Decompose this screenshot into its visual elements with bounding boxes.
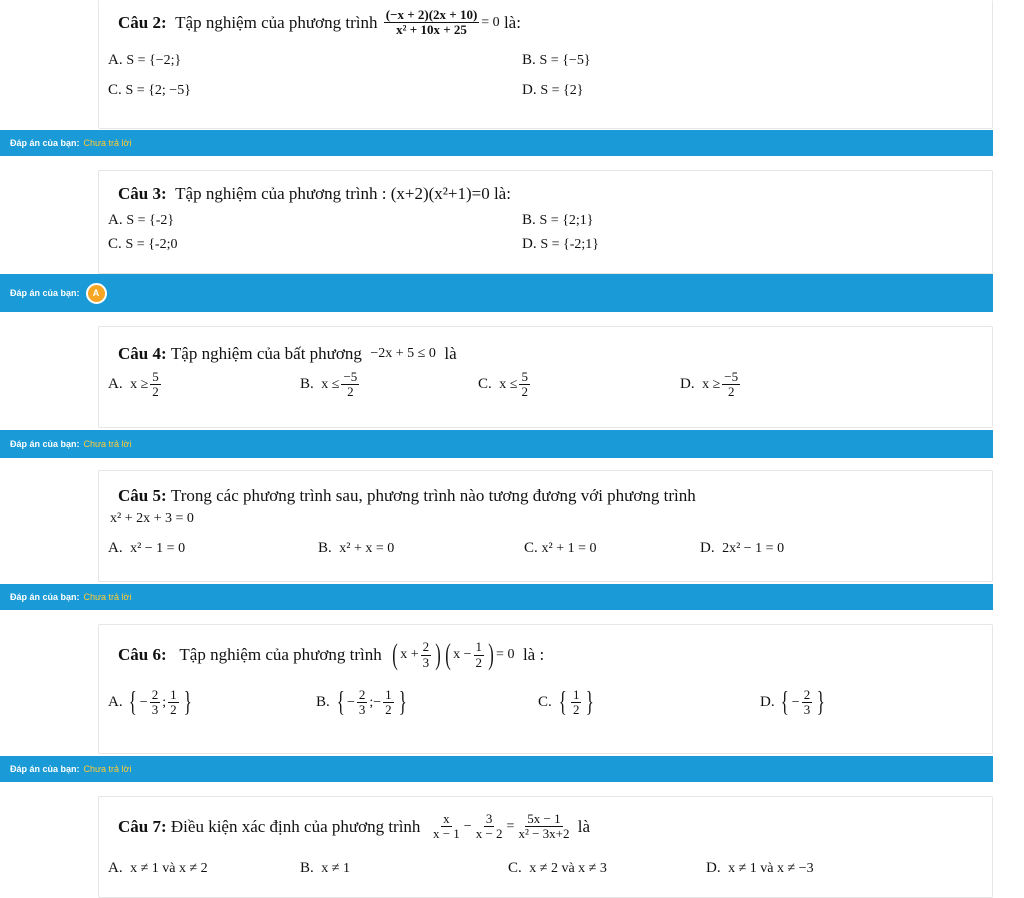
q5-option-d-value: 2x² − 1 = 0 (722, 540, 785, 556)
q6-option-a-frac1 (150, 688, 161, 718)
q7-equals: = (506, 818, 515, 834)
q4-option-d[interactable] (680, 370, 742, 400)
q2-option-c[interactable] (108, 82, 191, 99)
q4-option-c-label: C. (478, 376, 492, 393)
q6-option-a-brace-open: { (129, 686, 138, 718)
q2-option-d[interactable] (522, 82, 583, 99)
q6-option-b-brace-open: { (336, 686, 345, 718)
q2-option-b-label: B. (522, 52, 536, 68)
answer-bar-label: Đáp án của bạn: (10, 764, 80, 774)
q3-option-a-value: S = {-2} (126, 212, 175, 228)
q6-option-b-frac2-den: 2 (385, 702, 392, 718)
q5-option-c-label: C. (524, 540, 538, 556)
q4-option-c-pre: x ≤ (499, 376, 518, 392)
q5-option-b-value: x² + x = 0 (339, 540, 395, 556)
q6-option-b-frac1-num: 2 (358, 687, 366, 702)
q4-option-d-num: −5 (724, 369, 739, 384)
q4-option-d-den: 2 (727, 384, 735, 400)
answer-status: Chưa trả lời (83, 138, 132, 148)
q5-option-a-value: x² − 1 = 0 (130, 540, 186, 556)
q3-option-c-value: S = {-2;0 (125, 236, 178, 252)
q3-option-c[interactable] (108, 236, 177, 253)
q4-option-b-label: B. (300, 376, 314, 393)
q5-text (118, 486, 696, 506)
q6-option-b-neg: − (346, 694, 355, 710)
answer-status: Chưa trả lời (83, 439, 132, 449)
q7-frac1-num: x (443, 811, 450, 826)
q6-option-b-frac1-den: 3 (358, 702, 366, 718)
q2-option-a-value: S = {−2;} (126, 52, 182, 68)
q4-option-c-den: 2 (521, 384, 528, 400)
q5-option-a[interactable] (108, 540, 185, 557)
q6-option-d-label: D. (760, 694, 775, 711)
q6-option-a-frac1-den: 3 (151, 702, 159, 718)
q3-option-d[interactable] (522, 236, 599, 253)
q6-option-d-frac-den: 3 (803, 702, 811, 718)
q6-option-d-frac (802, 688, 813, 718)
q5-stem: Trong các phương trình sau, phương trình nào tương đương với phương trình (170, 486, 696, 505)
answer-bar-q6 (0, 756, 993, 782)
answer-status: Chưa trả lời (83, 764, 132, 774)
q4-option-a-pre: x ≥ (130, 376, 149, 392)
q7-option-d-label: D. (706, 860, 721, 876)
q6-option-b[interactable] (316, 688, 409, 718)
q2-frac-den: x² + 10x + 25 (396, 22, 467, 38)
q6-option-a-neg: − (139, 694, 148, 710)
q3-label: Câu 3: (118, 184, 167, 203)
q2-stem: Tập nghiệm của phương trình (175, 12, 378, 32)
answer-bar-label: Đáp án của bạn: (10, 288, 80, 298)
q3-option-d-label: D. (522, 236, 537, 252)
q6-eq-f2-pre: x − (453, 647, 472, 662)
q6-option-c-frac-den: 2 (572, 702, 580, 718)
q7-frac2-num: 3 (485, 811, 493, 826)
q7-frac2-den: x − 2 (475, 826, 503, 842)
q2-option-b-value: S = {−5} (539, 52, 591, 68)
q2-text (118, 8, 521, 38)
q6-option-c-brace-open: { (558, 686, 567, 718)
q4-option-a-num: 5 (152, 369, 159, 384)
q7-option-a-value: x ≠ 1 và x ≠ 2 (130, 860, 208, 876)
q7-frac3-num: 5x − 1 (527, 811, 561, 826)
q3-option-b[interactable] (522, 212, 594, 229)
selected-answer-badge: A (86, 283, 107, 304)
q4-option-c[interactable] (478, 370, 532, 400)
answer-bar-label: Đáp án của bạn: (10, 138, 80, 148)
q2-option-c-value: S = {2; −5} (125, 82, 191, 98)
q4-inequality: −2x + 5 ≤ 0 (370, 346, 436, 361)
q6-eq-f1 (421, 640, 432, 670)
q5-option-c[interactable] (524, 540, 597, 557)
q6-option-a-label: A. (108, 694, 123, 711)
q6-option-a-sep: ; (162, 694, 167, 710)
q4-option-c-num: 5 (521, 369, 528, 384)
q4-stem: Tập nghiệm của bất phương (170, 344, 362, 363)
q4-option-b-frac (341, 370, 359, 400)
q7-option-d[interactable] (706, 860, 814, 877)
q2-eq: = 0 (481, 14, 500, 30)
q6-option-a-frac2 (168, 688, 179, 718)
q6-paren-open: ( (392, 638, 398, 671)
q6-option-b-frac2-num: 1 (385, 687, 392, 702)
q2-option-a[interactable] (108, 52, 181, 69)
q7-option-c-value: x ≠ 2 và x ≠ 3 (529, 860, 607, 876)
q6-option-d[interactable] (760, 688, 828, 718)
answer-bar-q2 (0, 130, 993, 156)
q6-option-b-neg-2: − (373, 694, 382, 710)
q6-option-b-sep: ; (369, 694, 374, 710)
q4-option-d-pre: x ≥ (702, 376, 721, 392)
q3-option-d-value: S = {-2;1} (540, 236, 600, 252)
q4-text (118, 344, 457, 364)
q7-option-a-label: A. (108, 860, 123, 876)
q6-eq-tail: = 0 (496, 647, 515, 662)
q7-frac2 (474, 812, 505, 842)
q7-option-b[interactable] (300, 860, 350, 877)
q5-option-b[interactable] (318, 540, 394, 557)
q7-option-d-value: x ≠ 1 và x ≠ −3 (728, 860, 814, 876)
q6-option-b-label: B. (316, 694, 330, 711)
q7-frac1-den: x − 1 (432, 826, 460, 842)
q4-option-a-label: A. (108, 376, 123, 393)
answer-bar-q4 (0, 430, 993, 458)
q2-fraction (384, 8, 480, 38)
q2-option-d-value: S = {2} (540, 82, 584, 98)
q3-text (118, 184, 511, 204)
q4-option-b-den: 2 (347, 384, 354, 400)
q7-minus: − (463, 818, 472, 834)
q6-paren-open-2: ( (445, 638, 451, 671)
q6-option-c-label: C. (538, 694, 552, 711)
q7-label: Câu 7: (118, 816, 167, 836)
q6-eq-f2-den: 2 (475, 654, 483, 670)
q7-stem: Điều kiện xác định của phương trình (170, 816, 421, 836)
q4-option-d-label: D. (680, 376, 695, 393)
q2-option-d-label: D. (522, 82, 537, 98)
q4-tail: là (444, 344, 457, 363)
q6-eq-f1-pre: x + (400, 647, 419, 662)
question-card-4 (98, 326, 993, 428)
q6-option-b-brace-close: } (398, 686, 407, 718)
q7-option-c-label: C. (508, 860, 522, 876)
answer-bar-q5 (0, 584, 993, 610)
q6-option-d-frac-num: 2 (803, 687, 811, 702)
q5-option-d[interactable] (700, 540, 784, 557)
q6-option-d-brace-open: { (781, 686, 790, 718)
q4-option-b[interactable] (300, 370, 361, 400)
q7-tail: là (577, 816, 591, 836)
answer-bar-label: Đáp án của bạn: (10, 592, 80, 602)
q4-option-a-den: 2 (152, 384, 159, 400)
q6-tail: là : (522, 645, 545, 664)
q6-option-c-brace-close: } (586, 686, 595, 718)
q2-option-b[interactable] (522, 52, 591, 69)
q7-option-b-value: x ≠ 1 (321, 860, 350, 876)
q6-option-c-frac (571, 688, 582, 718)
q6-option-b-frac1 (357, 688, 368, 718)
q3-option-b-label: B. (522, 212, 536, 228)
q3-stem: Tập nghiệm của phương trình : (x+2)(x²+1)=0 là: (175, 184, 511, 203)
q2-frac-num: (−x + 2)(2x + 10) (385, 7, 478, 22)
q3-option-c-label: C. (108, 236, 122, 252)
q6-option-a[interactable] (108, 688, 194, 718)
q7-option-a[interactable] (108, 860, 208, 877)
q2-option-a-label: A. (108, 52, 123, 68)
q4-option-b-num: −5 (343, 369, 358, 384)
q6-paren-close-2: ) (488, 638, 494, 671)
q2-option-c-label: C. (108, 82, 122, 98)
q4-option-a-frac (150, 370, 161, 400)
q6-option-a-frac1-num: 2 (151, 687, 159, 702)
q4-option-c-frac (519, 370, 530, 400)
q7-frac3-den: x² − 3x+2 (518, 826, 570, 842)
q3-option-a-label: A. (108, 212, 123, 228)
q6-option-a-brace-close: } (183, 686, 192, 718)
answer-bar-q3 (0, 274, 993, 312)
q6-option-c-frac-num: 1 (572, 687, 580, 702)
q7-frac1 (431, 812, 462, 842)
q6-label: Câu 6: (118, 645, 167, 664)
q6-paren-close: ) (435, 638, 441, 671)
q2-label: Câu 2: (118, 12, 167, 32)
q3-option-b-value: S = {2;1} (539, 212, 594, 228)
q6-stem: Tập nghiệm của phương trình (179, 645, 382, 664)
q3-option-a[interactable] (108, 212, 174, 229)
q7-frac3 (516, 812, 571, 842)
q4-option-b-pre: x ≤ (321, 376, 340, 392)
q6-eq-f2 (474, 640, 485, 670)
answer-bar-label: Đáp án của bạn: (10, 439, 80, 449)
q6-option-b-frac2 (383, 688, 394, 718)
q4-label: Câu 4: (118, 344, 167, 363)
q4-option-a[interactable] (108, 370, 163, 400)
q6-option-a-frac2-den: 2 (170, 702, 177, 718)
q7-option-b-label: B. (300, 860, 314, 876)
q7-option-c[interactable] (508, 860, 607, 877)
q6-eq-f1-den: 3 (422, 654, 430, 670)
q5-option-a-label: A. (108, 540, 123, 556)
q4-option-d-frac (722, 370, 740, 400)
q5-option-c-value: x² + 1 = 0 (541, 540, 597, 556)
q2-tail: là: (503, 12, 521, 32)
q6-eq-f1-num: 2 (422, 639, 430, 655)
q6-option-d-neg: − (791, 694, 800, 710)
q5-option-d-label: D. (700, 540, 715, 556)
q7-text (118, 812, 590, 842)
q5-option-b-label: B. (318, 540, 332, 556)
answer-status: Chưa trả lời (83, 592, 132, 602)
q6-option-d-brace-close: } (816, 686, 825, 718)
q6-eq-f2-num: 1 (475, 639, 483, 655)
q6-option-c[interactable] (538, 688, 597, 718)
q5-label: Câu 5: (118, 486, 167, 505)
q6-option-a-frac2-num: 1 (170, 687, 177, 702)
q5-equation: x² + 2x + 3 = 0 (110, 511, 194, 526)
q6-text (118, 640, 544, 670)
